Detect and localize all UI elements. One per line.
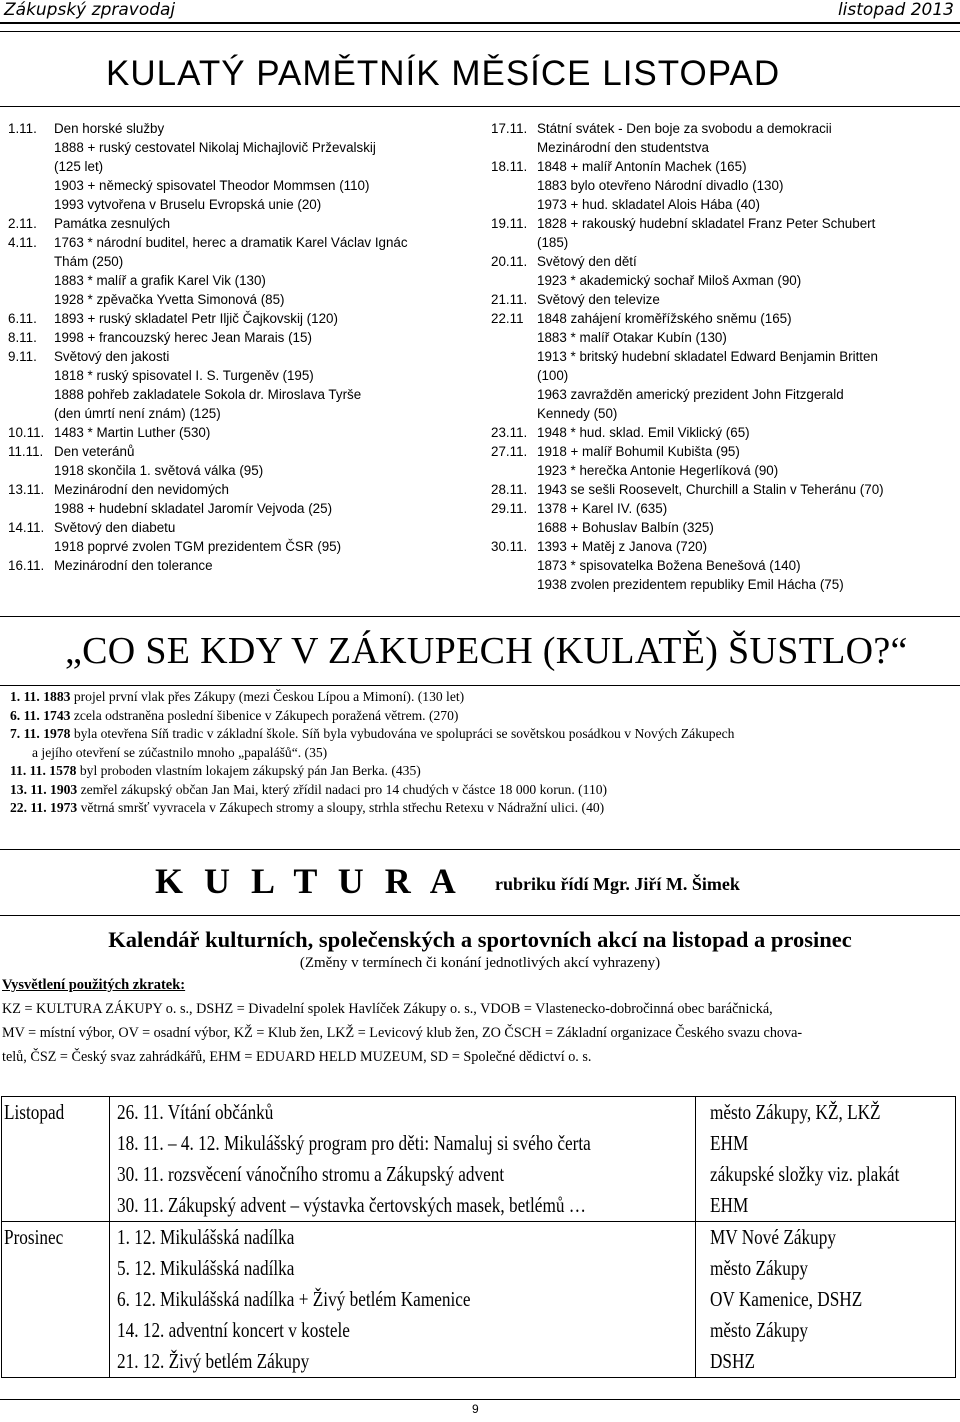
abbreviations-text — [2, 997, 957, 1069]
entry-line: Den horské služby — [54, 121, 165, 136]
entry-line: 1913 * britský hudební skladatel Edward Benjamin Britten — [537, 349, 878, 364]
events-cell — [110, 1222, 696, 1378]
entry-text — [537, 499, 956, 537]
event-text: zcela odstraněna poslední šibenice v Zákupech poražená větrem. (270) — [70, 707, 459, 723]
events-calendar-table — [1, 1096, 956, 1378]
entry-date: 23.11. — [491, 425, 528, 440]
entry-date: 6.11. — [8, 311, 37, 326]
calendar-row — [2, 1097, 956, 1222]
calendar-organizer: město Zákupy — [709, 1318, 808, 1342]
entry-line: 1938 zvolen prezidentem republiky Emil Hácha (75) — [537, 577, 844, 592]
event-date: 22. 11. 1973 — [10, 800, 78, 815]
culture-title-box — [0, 849, 960, 916]
month-cell — [2, 1097, 110, 1222]
entry-date: 18.11. — [491, 159, 528, 174]
calendar-organizer: zákupské složky viz. plakát — [709, 1162, 900, 1186]
entry-line: 1828 + rakouský hudební skladatel Franz Peter Schubert — [537, 216, 876, 231]
entry-text — [537, 214, 956, 252]
entry-line: 1688 + Bohuslav Balbín (325) — [537, 520, 714, 535]
event-date: 1. 11. 1883 — [10, 689, 71, 704]
entry-line: 1928 * zpěvačka Yvetta Simonová (85) — [54, 292, 285, 307]
anniversary-entry — [491, 423, 956, 442]
month-label: Prosinec — [4, 1225, 64, 1249]
entry-line: 1903 + německý spisovatel Theodor Mommsen (110) — [54, 178, 370, 193]
entry-line: 1848 + malíř Antonín Machek (165) — [537, 159, 747, 174]
entry-line: 1998 + francouzský herec Jean Marais (15) — [54, 330, 312, 345]
entry-text — [54, 309, 468, 328]
entry-line: 1378 + Karel IV. (635) — [537, 501, 668, 516]
entry-text — [54, 480, 468, 518]
entry-line: 1848 zahájení kroměřížského sněmu (165) — [537, 311, 792, 326]
entry-date: 2.11. — [8, 216, 37, 231]
anniversary-entry — [491, 499, 956, 537]
anniversary-entry — [8, 556, 468, 575]
abbreviations-line: MV = místní výbor, OV = osadní výbor, KŽ = Klub žen, LKŽ = Levicový klub žen, ZO ČSCH = Základní organizace Českého svazu chova- — [2, 1025, 803, 1041]
history-events — [10, 688, 955, 818]
entry-line: 1973 + hud. skladatel Alois Hába (40) — [537, 197, 760, 212]
calendar-organizer: město Zákupy, KŽ, LKŽ — [709, 1100, 881, 1124]
entry-date: 22.11 — [491, 311, 524, 326]
entry-date: 21.11. — [491, 292, 528, 307]
history-event — [10, 744, 955, 763]
entry-line: 1963 zavražděn americký prezident John Fitzgerald — [537, 387, 844, 402]
entry-line: Den veteránů — [54, 444, 135, 459]
calendar-organizer: DSHZ — [709, 1349, 755, 1373]
anniversary-entry — [491, 290, 956, 309]
organizer-cell — [695, 1097, 955, 1222]
entry-line: 1923 * herečka Antonie Hegerlíková (90) — [537, 463, 779, 478]
calendar-title: Kalendář kulturních, společenských a sportovních akcí na listopad a prosinec — [108, 927, 852, 952]
calendar-organizer: město Zákupy — [709, 1256, 808, 1280]
entry-line: 1883 * malíř Otakar Kubín (130) — [537, 330, 727, 345]
entry-text — [537, 480, 956, 499]
entry-date: 10.11. — [8, 425, 45, 440]
entry-date: 16.11. — [8, 558, 45, 573]
entry-line: Kennedy (50) — [537, 406, 618, 421]
entry-line: (125 let) — [54, 159, 104, 174]
anniversary-entry — [8, 233, 468, 309]
entry-text — [54, 556, 468, 575]
entry-line: Světový den diabetu — [54, 520, 176, 535]
entry-line: 1923 * akademický sochař Miloš Axman (90) — [537, 273, 802, 288]
anniversary-entry — [8, 442, 468, 480]
entry-line: Světový den televize — [537, 292, 660, 307]
event-date: 13. 11. 1903 — [10, 781, 78, 797]
entry-date: 30.11. — [491, 539, 528, 554]
abbreviations-line: KZ = KULTURA ZÁKUPY o. s., DSHZ = Divadelní spolek Havlíček Zákupy o. s., VDOB = Vlastenecko-dobročinná obec baráčnická, — [2, 1001, 773, 1017]
event-date: 7. 11. 1978 — [10, 726, 71, 741]
calendar-event: 21. 12. Živý betlém Zákupy — [117, 1349, 310, 1373]
calendar-event: 18. 11. – 4. 12. Mikulášský program pro děti: Namaluj si svého čerta — [117, 1131, 591, 1155]
entry-line: Světový den jakosti — [54, 349, 170, 364]
calendar-note: (Změny v termínech či konání jednotlivých akcí vyhrazeny) — [299, 955, 661, 971]
entry-line: 1988 + hudební skladatel Jaromír Vejvoda (25) — [54, 501, 333, 516]
entry-date: 27.11. — [491, 444, 528, 459]
entry-line: 1888 pohřeb zakladatele Sokola dr. Miroslava Tyrše — [54, 387, 362, 402]
entry-text — [537, 252, 956, 290]
entry-date: 20.11. — [491, 254, 528, 269]
entry-date: 17.11. — [491, 121, 528, 136]
section-title: KULATÝ PAMĚTNÍK MĚSÍCE LISTOPAD — [106, 54, 781, 93]
entry-text — [54, 347, 468, 423]
event-text: byla otevřena Síň tradic v základní škole. Síň byla vybudována ve spolupráci se sovětskou posádkou v Nových Zákupech — [70, 726, 735, 741]
entry-text — [54, 214, 468, 233]
abbreviations-line: telů, ČSZ = Český svaz zahrádkářů, EHM = EDUARD HELD MUZEUM, SD = Společné dědictví o. s. — [2, 1049, 592, 1065]
entry-line: Státní svátek - Den boje za svobodu a demokracii — [537, 121, 832, 136]
calendar-event: 5. 12. Mikulášská nadílka — [117, 1256, 295, 1280]
history-event — [10, 781, 955, 800]
entry-date: 4.11. — [8, 235, 37, 250]
entry-text — [537, 119, 956, 157]
calendar-event: 30. 11. Zákupský advent – výstavka čertovských masek, betlémů … — [117, 1193, 586, 1217]
event-text: projel první vlak přes Zákupy (mezi Českou Lípou a Mimoní). (130 let) — [70, 689, 465, 704]
history-event — [10, 762, 955, 781]
anniversary-entry — [8, 480, 468, 518]
culture-title: K U L T U R A — [155, 861, 462, 901]
entry-text — [54, 119, 468, 214]
event-text: zemřel zákupský občan Jan Mai, který zřídil nadaci pro 14 chudých v částce 18 000 korun. (110) — [77, 781, 608, 797]
anniversary-entry — [491, 537, 956, 594]
entry-text — [537, 537, 956, 594]
event-date: 11. 11. 1578 — [10, 763, 77, 778]
entry-line: 1918 + malíř Bohumil Kubišta (95) — [537, 444, 740, 459]
history-title: „CO SE KDY V ZÁKUPECH (KULATĚ) ŠUSTLO?“ — [65, 630, 908, 672]
calendar-event: 30. 11. rozsvěcení vánočního stromu a Zákupský advent — [117, 1162, 505, 1186]
entry-line: Mezinárodní den studentstva — [537, 140, 709, 155]
calendar-event: 26. 11. Vítání občánků — [117, 1100, 274, 1124]
entry-text — [54, 423, 468, 442]
calendar-event: 1. 12. Mikulášská nadílka — [117, 1225, 295, 1249]
entry-line: 1883 bylo otevřeno Národní divadlo (130) — [537, 178, 784, 193]
calendar-organizer: OV Kamenice, DSHZ — [709, 1287, 863, 1311]
anniversary-entry — [491, 119, 956, 157]
entry-line: 1883 * malíř a grafik Karel Vik (130) — [54, 273, 266, 288]
anniversary-list-left — [8, 119, 468, 575]
entry-line: 1393 + Matěj z Janova (720) — [537, 539, 708, 554]
events-cell — [110, 1097, 696, 1222]
event-date: 6. 11. 1743 — [10, 707, 71, 723]
anniversary-entry — [8, 328, 468, 347]
entry-date: 11.11. — [8, 444, 44, 459]
entry-date: 28.11. — [491, 482, 528, 497]
entry-line: 1888 + ruský cestovatel Nikolaj Michajlovič Prževalskij — [54, 140, 376, 155]
entry-date: 29.11. — [491, 501, 528, 516]
organizer-cell — [695, 1222, 955, 1378]
month-label: Listopad — [4, 1100, 65, 1124]
abbreviations-heading: Vysvětlení použitých zkratek: — [2, 977, 186, 993]
entry-date: 9.11. — [8, 349, 37, 364]
anniversary-entry — [491, 480, 956, 499]
event-text: a jejího otevření se zúčastnilo mnoho „papalášů“. (35) — [32, 744, 328, 760]
entry-line: Mezinárodní den nevidomých — [54, 482, 229, 497]
entry-text — [54, 328, 468, 347]
publication-name: Zákupský zpravodaj — [4, 0, 176, 20]
entry-text — [54, 233, 468, 309]
history-event — [10, 688, 955, 707]
entry-text — [537, 442, 956, 480]
entry-line: (100) — [537, 368, 569, 383]
entry-line: 1483 * Martin Luther (530) — [54, 425, 211, 440]
anniversary-list-right — [491, 119, 956, 594]
entry-line: 1818 * ruský spisovatel I. S. Turgeněv (195) — [54, 368, 314, 383]
calendar-organizer: EHM — [709, 1193, 749, 1217]
calendar-event: 14. 12. adventní koncert v kostele — [117, 1318, 350, 1342]
anniversary-entry — [491, 309, 956, 423]
entry-line: 1993 vytvořena v Bruselu Evropská unie (20) — [54, 197, 322, 212]
calendar-event: 6. 12. Mikulášská nadílka + Živý betlém Kamenice — [117, 1287, 471, 1311]
section-title-box — [0, 31, 960, 107]
event-text: větrná smršť vyvracela v Zákupech stromy a sloupy, strhla střechu Retexu v Nádražní ulici. (40) — [77, 800, 605, 815]
entry-date: 13.11. — [8, 482, 45, 497]
anniversary-entry — [8, 214, 468, 233]
entry-line: 1918 skončila 1. světová válka (95) — [54, 463, 264, 478]
entry-line: 1948 * hud. sklad. Emil Viklický (65) — [537, 425, 750, 440]
anniversary-entry — [8, 423, 468, 442]
entry-line: 1918 poprvé zvolen TGM prezidentem ČSR (95) — [54, 539, 342, 554]
history-title-box — [0, 616, 960, 686]
page-number: 9 — [472, 1402, 479, 1416]
anniversary-entry — [491, 252, 956, 290]
anniversary-entry — [8, 119, 468, 214]
entry-line: Mezinárodní den tolerance — [54, 558, 213, 573]
entry-text — [537, 290, 956, 309]
page-footer — [0, 1399, 960, 1422]
entry-text — [537, 423, 956, 442]
entry-text — [537, 157, 956, 214]
month-cell — [2, 1222, 110, 1378]
history-event — [10, 725, 955, 744]
history-event — [10, 799, 955, 818]
entry-line: Thám (250) — [54, 254, 124, 269]
entry-date: 14.11. — [8, 520, 45, 535]
rubric-editor: rubriku řídí Mgr. Jiří M. Šimek — [495, 874, 740, 894]
entry-line: 1873 * spisovatelka Božena Benešová (140) — [537, 558, 801, 573]
entry-line: Památka zesnulých — [54, 216, 171, 231]
entry-text — [54, 442, 468, 480]
history-event — [10, 707, 955, 726]
calendar-row — [2, 1222, 956, 1378]
event-text: byl proboden vlastním lokajem zákupský pán Jan Berka. (435) — [76, 763, 421, 778]
entry-line: Světový den dětí — [537, 254, 637, 269]
calendar-organizer: MV Nové Zákupy — [709, 1225, 836, 1249]
entry-line: 1763 * národní buditel, herec a dramatik Karel Václav Ignác — [54, 235, 408, 250]
anniversary-entry — [491, 442, 956, 480]
anniversary-entry — [8, 309, 468, 328]
anniversary-entry — [491, 157, 956, 214]
anniversary-entry — [8, 518, 468, 556]
entry-text — [537, 309, 956, 423]
page-header — [0, 0, 960, 24]
entry-line: (den úmrtí není znám) (125) — [54, 406, 221, 421]
calendar-organizer: EHM — [709, 1131, 749, 1155]
entry-line: (185) — [537, 235, 569, 250]
entry-line: 1893 + ruský skladatel Petr Iljič Čajkovskij (120) — [54, 311, 338, 326]
anniversary-entry — [8, 347, 468, 423]
entry-date: 19.11. — [491, 216, 528, 231]
issue-date: listopad 2013 — [837, 0, 954, 20]
entry-date: 8.11. — [8, 330, 37, 345]
anniversary-entry — [491, 214, 956, 252]
entry-date: 1.11. — [8, 121, 37, 136]
entry-text — [54, 518, 468, 556]
entry-line: 1943 se sešli Roosevelt, Churchill a Stalin v Teheránu (70) — [537, 482, 884, 497]
